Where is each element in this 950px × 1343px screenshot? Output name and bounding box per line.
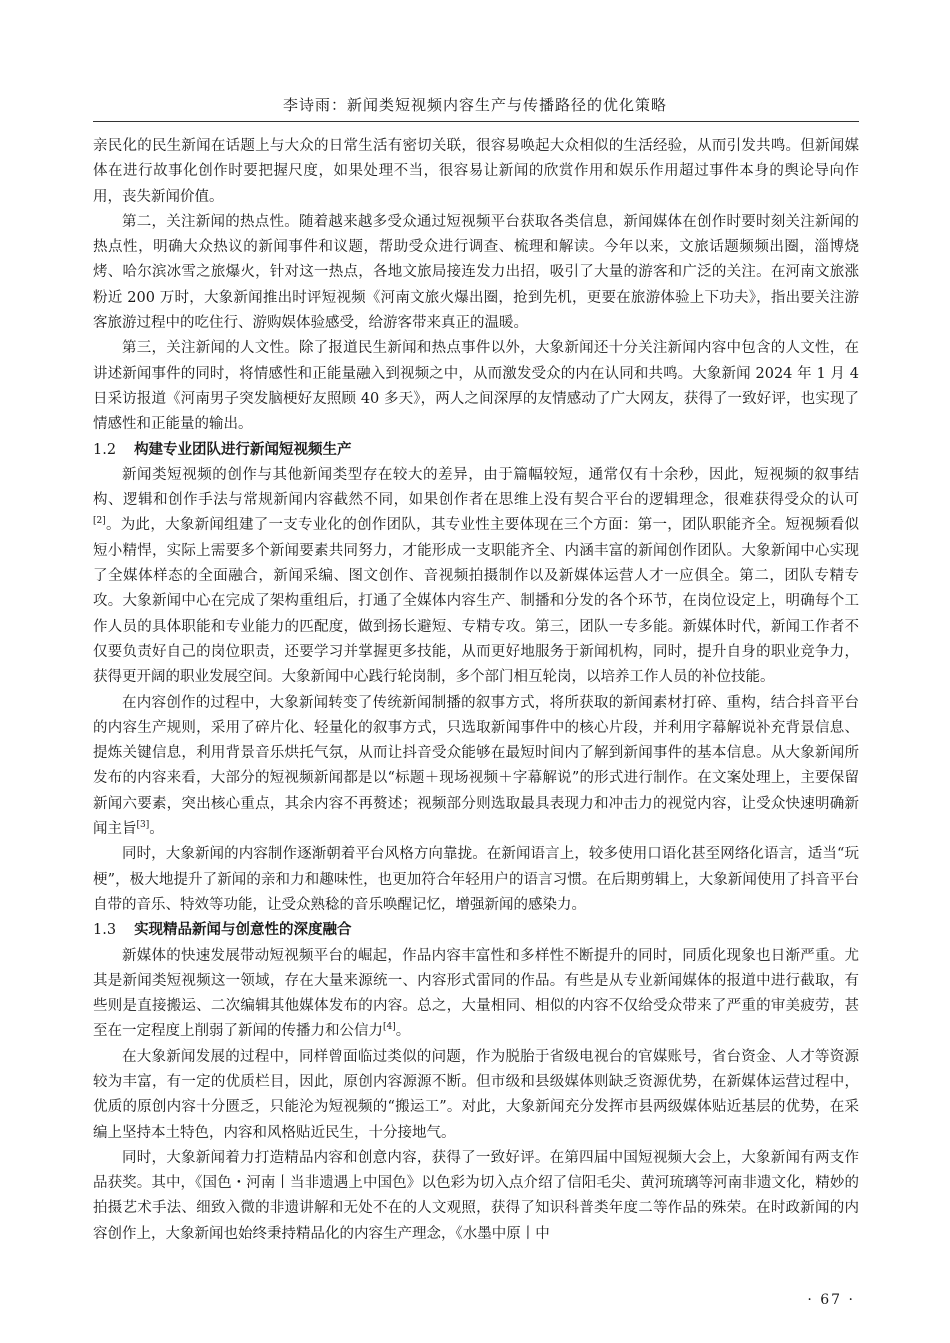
paragraph: 同时，大象新闻的内容制作逐渐朝着平台风格方向靠拢。在新闻语言上，较多使用口语化甚至网络化语言，适当“玩梗”，极大地提升了新闻的亲和力和趣味性，也更加符合年轻用户的语言习惯。在后期剪辑上，大象新闻使用了抖音平台自带的音乐、特效等功能，让受众熟稔的音乐唤醒记忆，增强新闻的感染力。 [93, 846, 859, 913]
paragraph [93, 944, 859, 1045]
paragraph: 在大象新闻发展的过程中，同样曾面临过类似的问题，作为脱胎于省级电视台的官媒账号，省台资金、人才等资源较为丰富，有一定的优质栏目，因此，原创内容源源不断。但市级和县级媒体则缺乏资源优势，在新媒体运营过程中，优质的原创内容十分匮乏，只能沦为短视频的“搬运工”。对此，大象新闻充分发挥市县两级媒体贴近基层的优势，在采编上坚持本土特色，内容和风格贴近民生，十分接地气。 [93, 1048, 859, 1141]
page-number: · 67 · [807, 1292, 855, 1308]
section-title: 实现精品新闻与创意性的深度融合 [134, 922, 352, 939]
paragraph-text: 在内容创作的过程中，大象新闻转变了传统新闻制播的叙事方式，将所获取的新闻素材打碎、重构，结合抖音平台的内容生产规则，采用了碎片化、轻量化的叙事方式，只选取新闻事件中的核心片段，并利用字幕解说补充背景信息、提炼关键信息，利用背景音乐烘托气氛，从而让抖音受众能够在最短时间内了解到新闻事件的基本信息。从大象新闻所发布的内容来看，大部分的短视频新闻都是以“标题＋现场视频＋字幕解说”的形式进行制作。在文案处理上，主要保留新闻六要素，突出核心重点，其余内容不再赘述；视频部分则选取最具表现力和冲击力的视觉内容，让受众快速明确新闻主旨 [93, 694, 859, 838]
paragraph-text: 。 [149, 821, 164, 838]
paragraph-text: 新媒体的快速发展带动短视频平台的崛起，作品内容丰富性和多样性不断提升的同时，同质化现象也日渐严重。尤其是新闻类短视频这一领域，存在大量来源统一、内容形式雷同的作品。有些是从专业新闻媒体的报道中进行截取，有些则是直接搬运、二次编辑其他媒体发布的内容。总之，大量相同、相似的内容不仅给受众带来了严重的审美疲劳，甚至在一定程度上削弱了新闻的传播力和公信力 [93, 947, 859, 1040]
section-title: 构建专业团队进行新闻短视频生产 [134, 441, 352, 458]
paragraph: 同时，大象新闻着力打造精品内容和创意内容，获得了一致好评。在第四届中国短视频大会上，大象新闻有两支作品获奖。其中，《国色・河南丨当非遗遇上中国色》以色彩为切入点介绍了信阳毛尖、黄河琉璃等河南非遗文化，精妙的拍摄艺术手法、细致入微的非遗讲解和无处不在的人文观照，获得了知识科普类年度二等作品的殊荣。在时政新闻的内容创作上，大象新闻也始终秉持精品化的内容生产理念，《水墨中原丨中 [93, 1149, 859, 1242]
citation-ref: [3] [136, 820, 150, 831]
paragraph [93, 463, 859, 691]
paragraph [93, 691, 859, 843]
citation-ref: [2] [93, 516, 106, 527]
paragraph: 第二，关注新闻的热点性。随着越来越多受众通过短视频平台获取各类信息，新闻媒体在创作时要时刻关注新闻的热点性，明确大众热议的新闻事件和议题，帮助受众进行调查、梳理和解读。今年以来，文旅话题频频出圈，淄博烧烤、哈尔滨冰雪之旅爆火，针对这一热点，各地文旅局接连发力出招，吸引了大量的游客和广泛的关注。在河南文旅涨粉近 200 万时，大象新闻推出时评短视频《河南文旅火爆出圈，抢到先机，更要在旅游体验上下功夫》，指出要关注游客旅游过程中的吃住行、游购娱体验感受，给游客带来真正的温暖。 [93, 213, 859, 332]
section-heading-1-3 [93, 918, 859, 943]
section-number: 1.2 [93, 441, 117, 458]
section-heading-1-2 [93, 438, 859, 463]
paragraph: 第三，关注新闻的人文性。除了报道民生新闻和热点事件以外，大象新闻还十分关注新闻内容中包含的人文性，在讲述新闻事件的同时，将情感性和正能量融入到视频之中，从而激发受众的内在认同和共鸣。大象新闻 2024 年 1 月 4 日采访报道《河南男子突发脑梗好友照顾 40 多天》，两人之间深厚的友情感动了广大网友，获得了一致好评，也实现了情感性和正能量的输出。 [93, 340, 859, 433]
paragraph: 亲民化的民生新闻在话题上与大众的日常生活有密切关联，很容易唤起大众相似的生活经验，从而引发共鸣。但新闻媒体在进行故事化创作时要把握尺度，如果处理不当，很容易让新闻的欣赏作用和娱乐作用超过事件本身的舆论导向作用，丧失新闻价值。 [93, 138, 859, 205]
header-rule [93, 121, 859, 122]
running-header: 李诗雨：新闻类短视频内容生产与传播路径的优化策略 [282, 96, 667, 114]
section-number: 1.3 [93, 922, 117, 939]
paragraph-text: 。 [395, 1023, 411, 1040]
paragraph-text: 。为此，大象新闻组建了一支专业化的创作团队，其专业性主要体现在三个方面：第一，团队职能齐全。短视频看似短小精悍，实际上需要多个新闻要素共同努力，才能形成一支职能齐全、内涵丰富的新闻创作团队。大象新闻中心实现了全媒体样态的全面融合，新闻采编、图文创作、音视频拍摄制作以及新媒体运营人才一应俱全。第二，团队专精专攻。大象新闻中心在完成了架构重组后，打通了全媒体内容生产、制播和分发的各个环节，在岗位设定上，明确每个工作人员的具体职能和专业能力的匹配度，做到扬长避短、专精专攻。第三，团队一专多能。新媒体时代，新闻工作者不仅要负责好自己的岗位职责，还要学习并掌握更多技能，从而更好地服务于新闻机构，同时，提升自身的职业竞争力，获得更开阔的职业发展空间。大象新闻中心践行轮岗制，多个部门相互轮岗，以培养工作人员的补位技能。 [93, 517, 859, 686]
citation-ref: [4] [383, 1022, 396, 1033]
paragraph-text: 新闻类短视频的创作与其他新闻类型存在较大的差异，由于篇幅较短，通常仅有十余秒，因此，短视频的叙事结构、逻辑和创作手法与常规新闻内容截然不同，如果创作者在思维上没有契合平台的逻辑理念，很难获得受众的认可 [93, 466, 859, 509]
article-body [93, 134, 859, 1247]
